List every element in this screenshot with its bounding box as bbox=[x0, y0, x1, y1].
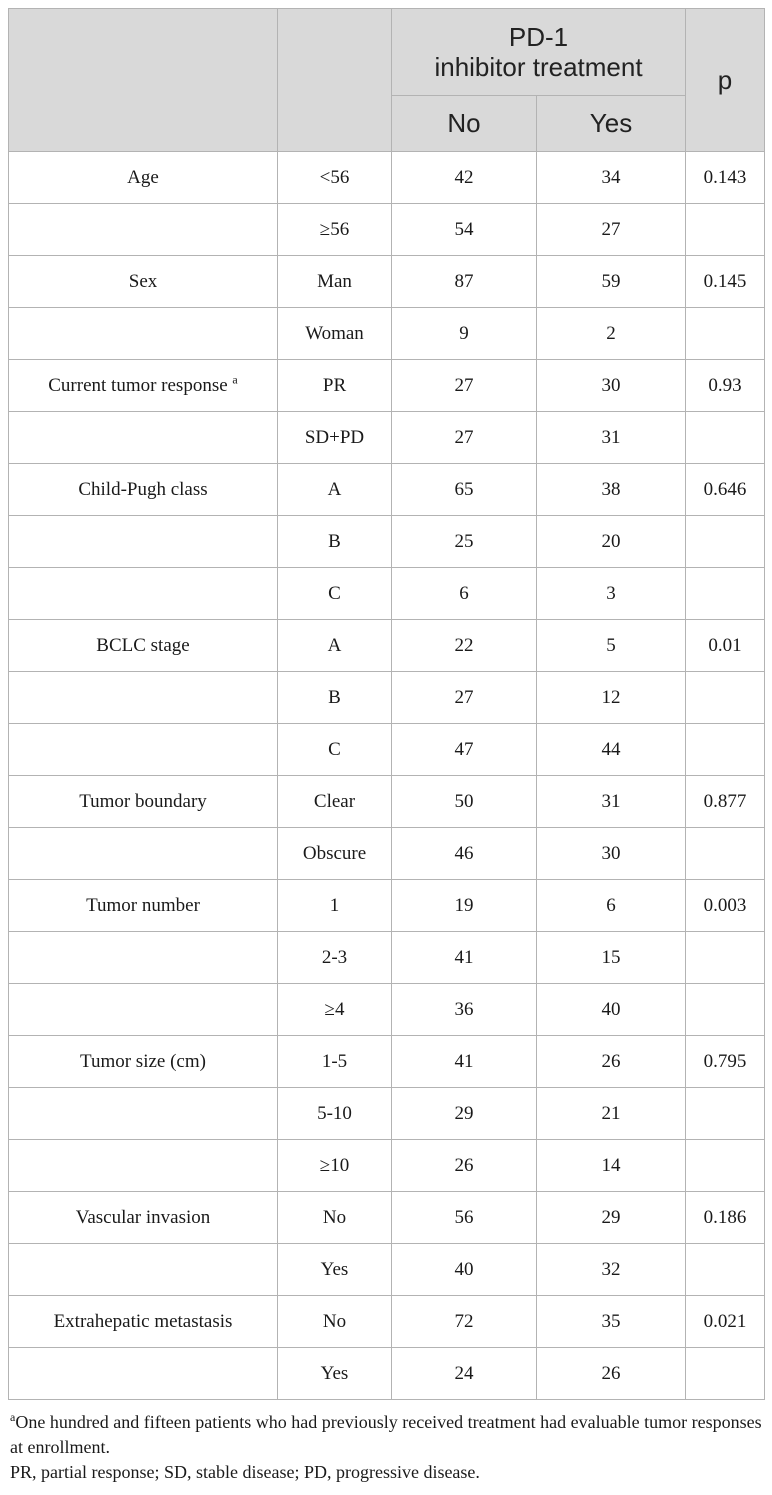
p-value-cell bbox=[686, 932, 765, 984]
variable-label: Extrahepatic metastasis bbox=[53, 1310, 233, 1332]
category-cell: SD+PD bbox=[278, 412, 392, 464]
no-count-cell: 65 bbox=[392, 464, 537, 516]
table-row bbox=[9, 984, 765, 1036]
variable-cell bbox=[9, 932, 278, 984]
category-cell: Woman bbox=[278, 308, 392, 360]
category-cell: C bbox=[278, 568, 392, 620]
table-row bbox=[9, 1140, 765, 1192]
variable-cell bbox=[9, 1244, 278, 1296]
table-row bbox=[9, 256, 765, 308]
table-row bbox=[9, 360, 765, 412]
table-row bbox=[9, 412, 765, 464]
variable-cell bbox=[9, 256, 278, 308]
yes-count-cell: 15 bbox=[537, 932, 686, 984]
footnote-a-text: One hundred and fifteen patients who had previously received treatment had evaluable tumor responses at enrollment. bbox=[10, 1412, 762, 1457]
no-count-cell: 87 bbox=[392, 256, 537, 308]
table-row bbox=[9, 880, 765, 932]
variable-label: Tumor size (cm) bbox=[80, 1050, 206, 1072]
yes-count-cell: 38 bbox=[537, 464, 686, 516]
table-row bbox=[9, 152, 765, 204]
variable-label: Child-Pugh class bbox=[78, 478, 208, 500]
no-count-cell: 22 bbox=[392, 620, 537, 672]
p-value-cell bbox=[686, 828, 765, 880]
variable-cell bbox=[9, 672, 278, 724]
category-cell: Yes bbox=[278, 1348, 392, 1400]
category-cell: 5-10 bbox=[278, 1088, 392, 1140]
yes-count-cell: 2 bbox=[537, 308, 686, 360]
p-value-cell bbox=[686, 516, 765, 568]
table-row bbox=[9, 204, 765, 256]
header-yes: Yes bbox=[537, 96, 686, 152]
no-count-cell: 25 bbox=[392, 516, 537, 568]
p-value-cell: 0.145 bbox=[686, 256, 765, 308]
header-no: No bbox=[392, 96, 537, 152]
p-value-cell bbox=[686, 1348, 765, 1400]
category-cell: 1 bbox=[278, 880, 392, 932]
yes-count-cell: 32 bbox=[537, 1244, 686, 1296]
p-value-cell bbox=[686, 1140, 765, 1192]
variable-label: Vascular invasion bbox=[75, 1206, 211, 1228]
yes-count-cell: 59 bbox=[537, 256, 686, 308]
header-pd1-group bbox=[392, 9, 686, 96]
table-row bbox=[9, 1348, 765, 1400]
table-row bbox=[9, 1296, 765, 1348]
yes-count-cell: 6 bbox=[537, 880, 686, 932]
p-value-cell: 0.021 bbox=[686, 1296, 765, 1348]
table-header bbox=[9, 9, 765, 152]
footnote-a bbox=[10, 1410, 764, 1460]
p-value-cell bbox=[686, 204, 765, 256]
variable-label: Tumor boundary bbox=[79, 790, 207, 812]
variable-cell bbox=[9, 776, 278, 828]
footnote-abbreviations: PR, partial response; SD, stable disease; PD, progressive disease. bbox=[10, 1462, 480, 1482]
header-category-cell bbox=[278, 9, 392, 152]
category-cell: Obscure bbox=[278, 828, 392, 880]
yes-count-cell: 12 bbox=[537, 672, 686, 724]
yes-count-cell: 14 bbox=[537, 1140, 686, 1192]
table-row bbox=[9, 1244, 765, 1296]
no-count-cell: 56 bbox=[392, 1192, 537, 1244]
yes-count-cell: 40 bbox=[537, 984, 686, 1036]
variable-cell bbox=[9, 568, 278, 620]
footnote-a-marker: a bbox=[10, 1410, 16, 1424]
no-count-cell: 6 bbox=[392, 568, 537, 620]
p-value-cell bbox=[686, 308, 765, 360]
p-value-cell bbox=[686, 568, 765, 620]
yes-count-cell: 35 bbox=[537, 1296, 686, 1348]
yes-count-cell: 3 bbox=[537, 568, 686, 620]
variable-cell bbox=[9, 724, 278, 776]
table-body bbox=[9, 152, 765, 1400]
table-row bbox=[9, 308, 765, 360]
category-cell: Clear bbox=[278, 776, 392, 828]
variable-cell bbox=[9, 1296, 278, 1348]
category-cell: ≥56 bbox=[278, 204, 392, 256]
p-value-cell bbox=[686, 672, 765, 724]
variable-cell bbox=[9, 1088, 278, 1140]
table-row bbox=[9, 828, 765, 880]
yes-count-cell: 34 bbox=[537, 152, 686, 204]
p-value-cell bbox=[686, 984, 765, 1036]
p-value-cell: 0.877 bbox=[686, 776, 765, 828]
no-count-cell: 27 bbox=[392, 412, 537, 464]
no-count-cell: 27 bbox=[392, 360, 537, 412]
variable-cell bbox=[9, 412, 278, 464]
no-count-cell: 27 bbox=[392, 672, 537, 724]
table-row bbox=[9, 1192, 765, 1244]
table-row bbox=[9, 1036, 765, 1088]
table-row bbox=[9, 672, 765, 724]
category-cell: ≥4 bbox=[278, 984, 392, 1036]
header-p-value: p bbox=[686, 9, 765, 152]
header-variable-cell bbox=[9, 9, 278, 152]
variable-cell bbox=[9, 360, 278, 412]
yes-count-cell: 26 bbox=[537, 1036, 686, 1088]
no-count-cell: 36 bbox=[392, 984, 537, 1036]
category-cell: <56 bbox=[278, 152, 392, 204]
table-row bbox=[9, 776, 765, 828]
p-value-cell bbox=[686, 412, 765, 464]
variable-label: Age bbox=[127, 166, 159, 188]
header-group-line1: PD-1 bbox=[508, 22, 569, 52]
category-cell: Man bbox=[278, 256, 392, 308]
table-row bbox=[9, 620, 765, 672]
no-count-cell: 19 bbox=[392, 880, 537, 932]
category-cell: A bbox=[278, 620, 392, 672]
variable-cell bbox=[9, 464, 278, 516]
header-group-line2: inhibitor treatment bbox=[434, 52, 643, 82]
category-cell: B bbox=[278, 516, 392, 568]
yes-count-cell: 44 bbox=[537, 724, 686, 776]
variable-label: Tumor number bbox=[86, 894, 200, 916]
no-count-cell: 9 bbox=[392, 308, 537, 360]
variable-cell bbox=[9, 516, 278, 568]
patient-characteristics-table bbox=[8, 8, 765, 1400]
p-value-cell: 0.01 bbox=[686, 620, 765, 672]
no-count-cell: 24 bbox=[392, 1348, 537, 1400]
category-cell: B bbox=[278, 672, 392, 724]
variable-label: BCLC stage bbox=[96, 634, 190, 656]
table-row bbox=[9, 568, 765, 620]
variable-cell bbox=[9, 984, 278, 1036]
category-cell: 1-5 bbox=[278, 1036, 392, 1088]
no-count-cell: 40 bbox=[392, 1244, 537, 1296]
category-cell: PR bbox=[278, 360, 392, 412]
p-value-cell: 0.795 bbox=[686, 1036, 765, 1088]
variable-cell bbox=[9, 828, 278, 880]
variable-label: Current tumor response bbox=[48, 374, 233, 396]
p-value-cell: 0.186 bbox=[686, 1192, 765, 1244]
table-footnotes bbox=[10, 1410, 764, 1485]
p-value-cell: 0.143 bbox=[686, 152, 765, 204]
no-count-cell: 42 bbox=[392, 152, 537, 204]
variable-cell bbox=[9, 152, 278, 204]
category-cell: No bbox=[278, 1296, 392, 1348]
variable-cell bbox=[9, 204, 278, 256]
no-count-cell: 41 bbox=[392, 932, 537, 984]
yes-count-cell: 20 bbox=[537, 516, 686, 568]
category-cell: C bbox=[278, 724, 392, 776]
no-count-cell: 46 bbox=[392, 828, 537, 880]
variable-cell bbox=[9, 1192, 278, 1244]
no-count-cell: 47 bbox=[392, 724, 537, 776]
p-value-cell bbox=[686, 1244, 765, 1296]
table-row bbox=[9, 724, 765, 776]
variable-cell bbox=[9, 1140, 278, 1192]
no-count-cell: 72 bbox=[392, 1296, 537, 1348]
footnote-marker: a bbox=[232, 372, 238, 387]
table-row bbox=[9, 932, 765, 984]
yes-count-cell: 26 bbox=[537, 1348, 686, 1400]
category-cell: No bbox=[278, 1192, 392, 1244]
category-cell: 2-3 bbox=[278, 932, 392, 984]
variable-label: Sex bbox=[128, 270, 158, 292]
no-count-cell: 29 bbox=[392, 1088, 537, 1140]
category-cell: A bbox=[278, 464, 392, 516]
p-value-cell: 0.646 bbox=[686, 464, 765, 516]
yes-count-cell: 30 bbox=[537, 360, 686, 412]
p-value-cell bbox=[686, 724, 765, 776]
p-value-cell: 0.003 bbox=[686, 880, 765, 932]
no-count-cell: 41 bbox=[392, 1036, 537, 1088]
yes-count-cell: 31 bbox=[537, 412, 686, 464]
table-row bbox=[9, 516, 765, 568]
category-cell: ≥10 bbox=[278, 1140, 392, 1192]
yes-count-cell: 30 bbox=[537, 828, 686, 880]
variable-cell bbox=[9, 620, 278, 672]
variable-cell bbox=[9, 1348, 278, 1400]
variable-cell bbox=[9, 308, 278, 360]
table-row bbox=[9, 1088, 765, 1140]
variable-cell bbox=[9, 880, 278, 932]
category-cell: Yes bbox=[278, 1244, 392, 1296]
yes-count-cell: 5 bbox=[537, 620, 686, 672]
yes-count-cell: 31 bbox=[537, 776, 686, 828]
variable-cell bbox=[9, 1036, 278, 1088]
no-count-cell: 26 bbox=[392, 1140, 537, 1192]
no-count-cell: 50 bbox=[392, 776, 537, 828]
table-row bbox=[9, 464, 765, 516]
p-value-cell bbox=[686, 1088, 765, 1140]
yes-count-cell: 21 bbox=[537, 1088, 686, 1140]
yes-count-cell: 29 bbox=[537, 1192, 686, 1244]
no-count-cell: 54 bbox=[392, 204, 537, 256]
p-value-cell: 0.93 bbox=[686, 360, 765, 412]
yes-count-cell: 27 bbox=[537, 204, 686, 256]
